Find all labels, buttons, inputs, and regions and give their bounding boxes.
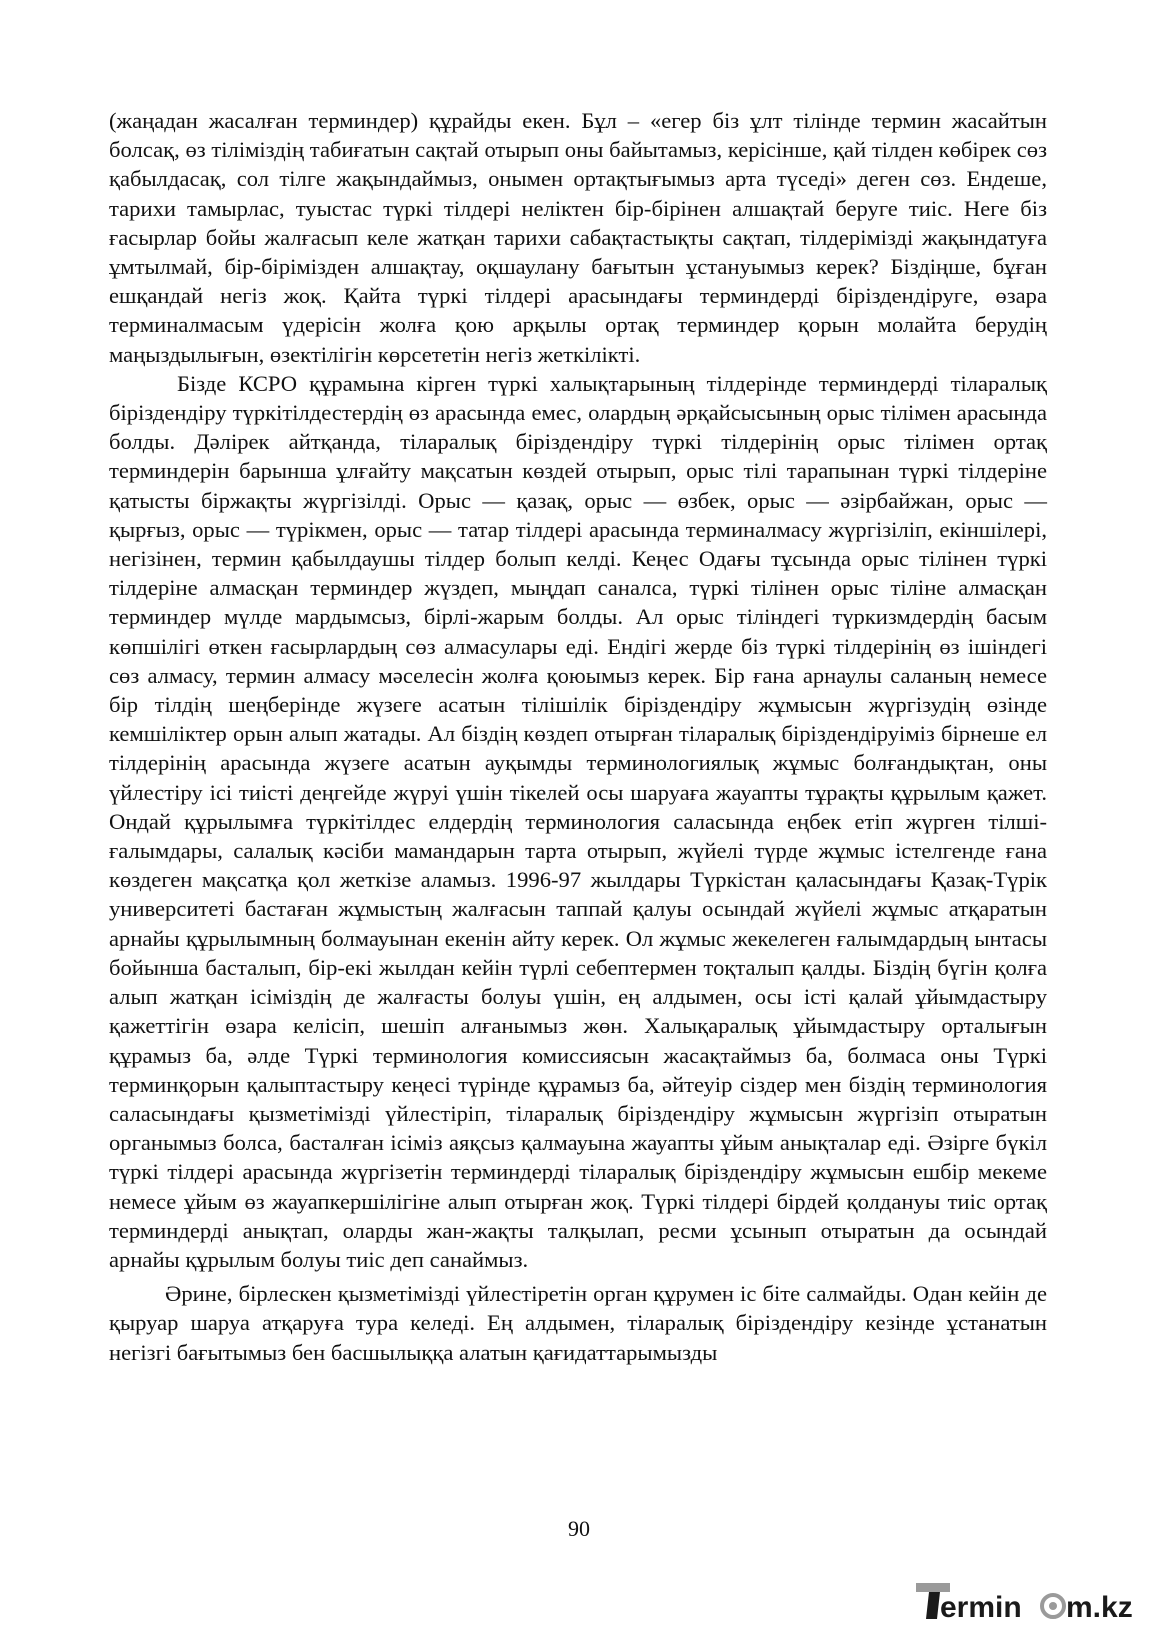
logo-t-stem — [926, 1592, 940, 1619]
paragraph-1: (жаңадан жасалған терминдер) құрайды екен. Бұл – «егер біз ұлт тілінде термин жасайтын болсақ, өз тіліміздің табиғатын сақтай отырып оны байытамыз, керісінше, қай тілден көбірек сөз қабылдасақ, сол тілге жақындаймыз, онымен ортақтығымыз арта түседі» деген сөз. Ендеше, тарихи тамырлас, туыстас түркі тілдері неліктен бір-бірінен алшақтай беруге тиіс. Неге біз ғасырлар бойы жалғасып келе жатқан тарихи сабақтастықты сақтап, тілдерімізді жақындатуға ұмтылмай, бір-бірімізден алшақтау, оқшаулану бағытын ұстануымыз керек? Біздіңше, бұған ешқандай негіз жоқ. Қайта түркі тілдері арасындағы терминдерді біріздендіруге, өзара терминалмасым үдерісін жолға қою арқылы ортақ терминдер қорын молайта берудің маңыздылығын, өзектілігін көрсететін негіз жеткілікті. — [109, 108, 1047, 367]
logo-text-ermin: ermin — [940, 1591, 1022, 1624]
page-number: 90 — [568, 1516, 590, 1541]
paragraph-2: Бізде КСРО құрамына кірген түркі халықтарының тілдерінде терминдерді тіларалық біріздендіру түркітілдестердің өз арасында емес, олардың әрқайсысының орыс тілімен арасында болды. Дәлірек айтқанда, тіларалық біріздендіру түркі тілдерінің орыс тілімен ортақ терминдерін барынша ұлғайту мақсатын көздей отырып, орыс тілі тарапынан түркі тілдеріне қатысты біржақты жүргізілді. Орыс — қазақ, орыс — өзбек, орыс — әзірбайжан, орыс — қырғыз, орыс — түрікмен, орыс — татар тілдері арасында терминалмасу жүргізіліп, екіншілері, негізінен, термин қабылдаушы тілдер болып келді. Кеңес Одағы тұсында орыс тілінен түркі тілдеріне алмасқан терминдер жүздеп, мыңдап саналса, түркі тілінен орыс тіліне алмасқан терминдер мүлде мардымсыз, бірлі-жарым болды. Ал орыс тіліндегі түркизмдердің басым көпшілігі өткен ғасырлардың сөз алмасулары еді. Ендігі жерде біз түркі тілдерінің өз ішіндегі сөз алмасу, термин алмасу мәселесін жолға қоюымыз керек. Бір ғана арнаулы саланың немесе бір тілдің шеңберінде жүзеге асатын тілішілік біріздендіру жұмысын жүргізудің өзінде кемшіліктер орын алып жатады. Ал біздің көздеп отырған тіларалық біріздендіруіміз бірнеше ел тілдерінің арасында жүзеге асатын ауқымды терминологиялық жұмыс болғандықтан, оны үйлестіру ісі тиісті деңгейде жүруі үшін тікелей осы шаруаға жауапты тұрақты құрылым қажет. Ондай құрылымға түркітілдес елдердің терминология саласында еңбек етіп жүрген тілші-ғалымдары, салалық кәсіби мамандарын тарта отырып, жүйелі түрде жұмыс істелгенде ғана көздеген мақсатқа қол жеткізе аламыз. 1996-97 жылдары Түркістан қаласындағы Қазақ-Түрік университеті бастаған жұмыстың жалғасын таппай қалуы осындай жүйелі жұмыс атқаратын арнайы құрылымның болмауынан екенін айту керек. Ол жұмыс жекелеген ғалымдардың ынтасы бойынша басталып, бір-екі жылдан кейін түрлі себептермен тоқталып қалды. Біздің бүгін қолға алып жатқан ісіміздің де жалғасты болуы үшін, ең алдымен, осы істі қалай ұйымдастыру қажеттігін өзара келісіп, шешіп алғанымыз жөн. Халықаралық ұйымдастыру орталығын құрамыз ба, әлде Түркі терминология комиссиясын жасақтаймыз ба, болмаса оны Түркі терминқорын қалыптастыру кеңесі түрінде құрамыз ба, әйтеуір сіздер мен біздің терминология саласындағы қызметімізді үйлестіріп, тіларалық біріздендіру жұмысын жүргізіп отыратын органымыз болса, басталған ісіміз аяқсыз қалмауына жауапты ұйым анықталар еді. Әзірге бүкіл түркі тілдері арасында жүргізетін терминдерді тіларалық біріздендіру жұмысын ешбір мекеме немесе ұйым өз жауапкершілігіне алып отырған жоқ. Түркі тілдері бірдей қолдануы тиіс ортақ терминдерді анықтап, оларды жан-жақты талқылап, ресми ұсынып отыратын да осындай арнайы құрылым болуы тиіс деп санаймыз. — [109, 370, 1047, 1272]
paragraph-3: Әрине, бірлескен қызметімізді үйлестіретін орган құрумен іс біте салмайды. Одан кейін де қыруар шаруа атқаруға тура келеді. Ең алдымен, тіларалық біріздендіру кезінде ұстанатын негізгі бағытымыз бен басшылыққа алатын қағидаттарымызды — [109, 1281, 1047, 1365]
logo-globe-center — [1049, 1602, 1057, 1610]
document-body — [109, 106, 1047, 1367]
logo-text-mkz: m.kz — [1066, 1591, 1133, 1624]
termincom-logo — [914, 1573, 1144, 1629]
logo-graphic — [914, 1573, 1144, 1629]
